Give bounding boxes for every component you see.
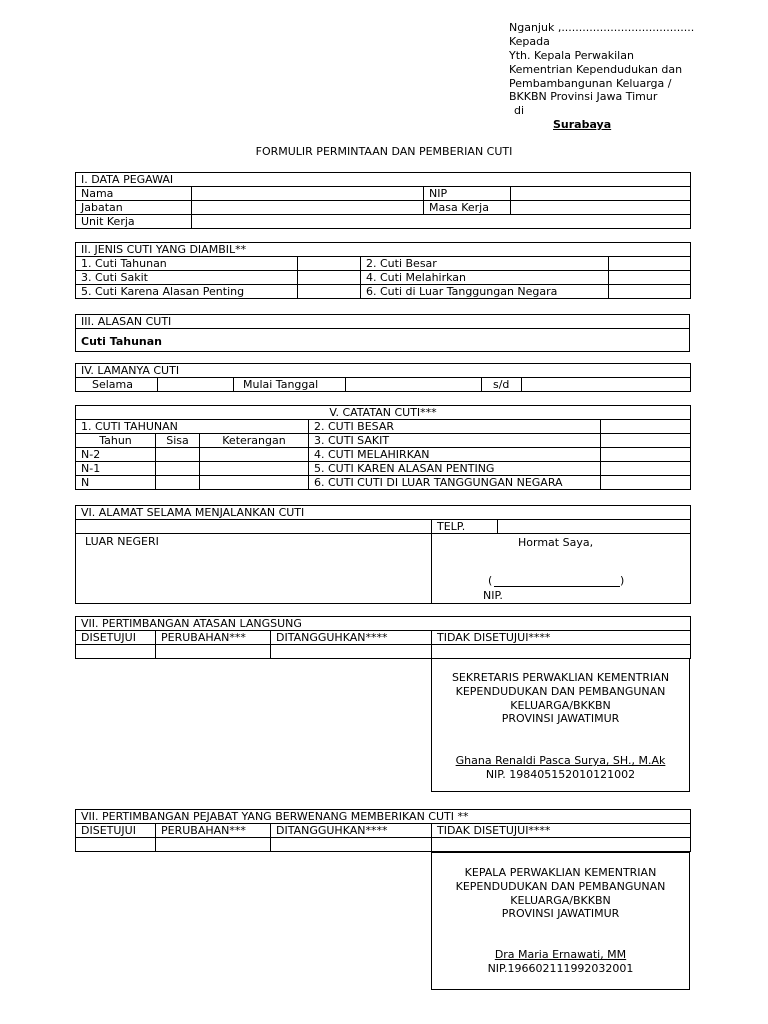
catatan-item: 3. CUTI SAKIT [309,434,601,448]
label-luar-negeri: LUAR NEGERI [76,534,432,604]
catatan-value[interactable] [601,420,691,434]
pejabat-office-4: PROVINSI JAWATIMUR [501,907,620,920]
year-row-label: N [76,476,156,490]
option-perubahan: PERUBAHAN*** [156,824,271,838]
atasan-official-nip: NIP. 198405152010121002 [485,768,636,781]
pejabat-office-2: KEPENDUDUKAN DAN PEMBANGUNAN [455,880,666,893]
field-nip[interactable] [511,187,691,201]
label-nip: NIP [424,187,511,201]
check-ditangguhkan[interactable] [271,838,432,852]
section-lamanya-cuti [75,363,691,392]
section-data-pegawai [75,172,691,229]
label-mulai-tanggal: Mulai Tanggal [234,378,346,392]
label-jabatan: Jabatan [76,201,192,215]
field-telp[interactable] [498,520,691,534]
cuti-tahunan-header: 1. CUTI TAHUNAN [76,420,309,434]
form-title: FORMULIR PERMINTAAN DAN PEMBERIAN CUTI [255,145,513,158]
pejabat-official-name: Dra Maria Ernawati, MM [494,948,627,961]
field-keterangan[interactable] [200,462,309,476]
atasan-office-2: KEPENDUDUKAN DAN PEMBANGUNAN [455,685,666,698]
pejabat-signature-box [431,852,690,990]
check-tidak-disetujui[interactable] [432,645,691,659]
addressee-kepada: Kepada [509,35,550,48]
pejabat-office-1: KEPALA PERWAKLIAN KEMENTRIAN [464,866,657,879]
cuti-option-check[interactable] [298,271,361,285]
catatan-item: 6. CUTI CUTI DI LUAR TANGGUNGAN NEGARA [309,476,601,490]
atasan-office-3: KELUARGA/BKKBN [510,699,611,712]
label-masa-kerja: Masa Kerja [424,201,511,215]
catatan-item: 5. CUTI KAREN ALASAN PENTING [309,462,601,476]
field-sampai-tanggal[interactable] [522,378,691,392]
atasan-office-4: PROVINSI JAWATIMUR [501,712,620,725]
field-keterangan[interactable] [200,448,309,462]
field-jabatan[interactable] [192,201,424,215]
catatan-value[interactable] [601,476,691,490]
field-selama[interactable] [158,378,234,392]
cuti-option-label: 6. Cuti di Luar Tanggungan Negara [361,285,609,299]
section-catatan-cuti [75,405,691,490]
addressee-di: di [514,104,525,117]
place-date: Nganjuk ,...................................... [509,21,695,34]
label-unit-kerja: Unit Kerja [76,215,192,229]
section-1-title: I. DATA PEGAWAI [76,173,691,187]
applicant-nip-label: NIP. [483,589,503,602]
col-tahun: Tahun [76,434,156,448]
year-row-label: N-2 [76,448,156,462]
field-sisa[interactable] [156,476,200,490]
cuti-option-label: 5. Cuti Karena Alasan Penting [76,285,298,299]
sign-open-paren: ( [488,574,493,587]
addressee-line-2: Kementrian Kependudukan dan [509,63,683,76]
addressee-city: Surabaya [553,118,612,131]
section-5-title: V. CATATAN CUTI*** [76,406,691,420]
atasan-signature-box [431,658,690,792]
check-ditangguhkan[interactable] [271,645,432,659]
catatan-item: 4. CUTI MELAHIRKAN [309,448,601,462]
atasan-official-name: Ghana Renaldi Pasca Surya, SH., M.Ak [455,754,666,767]
label-telp: TELP. [432,520,498,534]
check-disetujui[interactable] [76,645,156,659]
section-3-title: III. ALASAN CUTI [76,315,690,329]
cuti-option-check[interactable] [609,257,691,271]
option-ditangguhkan: DITANGGUHKAN**** [271,824,432,838]
addressee-line-3: Pembambangunan Keluarga / [509,77,672,90]
label-selama: Selama [76,378,158,392]
option-tidak-disetujui: TIDAK DISETUJUI**** [432,824,691,838]
option-disetujui: DISETUJUI [76,631,156,645]
year-row-label: N-1 [76,462,156,476]
option-ditangguhkan: DITANGGUHKAN**** [271,631,432,645]
section-alasan-cuti [75,314,690,352]
check-perubahan[interactable] [156,645,271,659]
col-keterangan: Keterangan [200,434,309,448]
field-masa-kerja[interactable] [511,201,691,215]
catatan-item: 2. CUTI BESAR [309,420,601,434]
check-perubahan[interactable] [156,838,271,852]
signature-line [494,586,620,587]
check-disetujui[interactable] [76,838,156,852]
option-disetujui: DISETUJUI [76,824,156,838]
section-pertimbangan-atasan [75,616,691,659]
field-unit-kerja[interactable] [192,215,691,229]
alasan-cuti-value[interactable]: Cuti Tahunan [76,329,690,352]
cuti-option-label: 4. Cuti Melahirkan [361,271,609,285]
cuti-option-label: 3. Cuti Sakit [76,271,298,285]
section-alamat [75,505,691,604]
sign-close-paren: ) [620,574,625,587]
option-tidak-disetujui: TIDAK DISETUJUI**** [432,631,691,645]
pejabat-official-nip: NIP.196602111992032001 [487,962,634,975]
field-keterangan[interactable] [200,476,309,490]
field-nama[interactable] [192,187,424,201]
atasan-office-1: SEKRETARIS PERWAKLIAN KEMENTRIAN [451,671,670,684]
pejabat-office-3: KELUARGA/BKKBN [510,894,611,907]
field-sisa[interactable] [156,448,200,462]
cuti-option-check[interactable] [609,285,691,299]
addressee-line-4: BKKBN Provinsi Jawa Timur [509,90,658,103]
field-alamat[interactable] [76,520,432,534]
addressee-line-1: Yth. Kepala Perwakilan [509,49,634,62]
section-8-title: VII. PERTIMBANGAN PEJABAT YANG BERWENANG MEMBERIKAN CUTI ** [76,810,691,824]
section-4-title: IV. LAMANYA CUTI [76,364,691,378]
check-tidak-disetujui[interactable] [432,838,691,852]
section-pertimbangan-pejabat [75,809,691,852]
section-6-title: VI. ALAMAT SELAMA MENJALANKAN CUTI [76,506,691,520]
signature-applicant [432,534,691,604]
section-2-title: II. JENIS CUTI YANG DIAMBIL** [76,243,691,257]
catatan-value[interactable] [601,462,691,476]
cuti-option-check[interactable] [298,257,361,271]
section-7-title: VII. PERTIMBANGAN ATASAN LANGSUNG [76,617,691,631]
catatan-value[interactable] [601,434,691,448]
section-jenis-cuti [75,242,691,299]
cuti-option-check[interactable] [609,271,691,285]
cuti-option-label: 2. Cuti Besar [361,257,609,271]
label-nama: Nama [76,187,192,201]
option-perubahan: PERUBAHAN*** [156,631,271,645]
hormat-saya: Hormat Saya, [518,536,594,549]
label-sd: s/d [482,378,522,392]
cuti-option-label: 1. Cuti Tahunan [76,257,298,271]
cuti-option-check[interactable] [298,285,361,299]
col-sisa: Sisa [156,434,200,448]
field-sisa[interactable] [156,462,200,476]
field-mulai-tanggal[interactable] [346,378,482,392]
catatan-value[interactable] [601,448,691,462]
